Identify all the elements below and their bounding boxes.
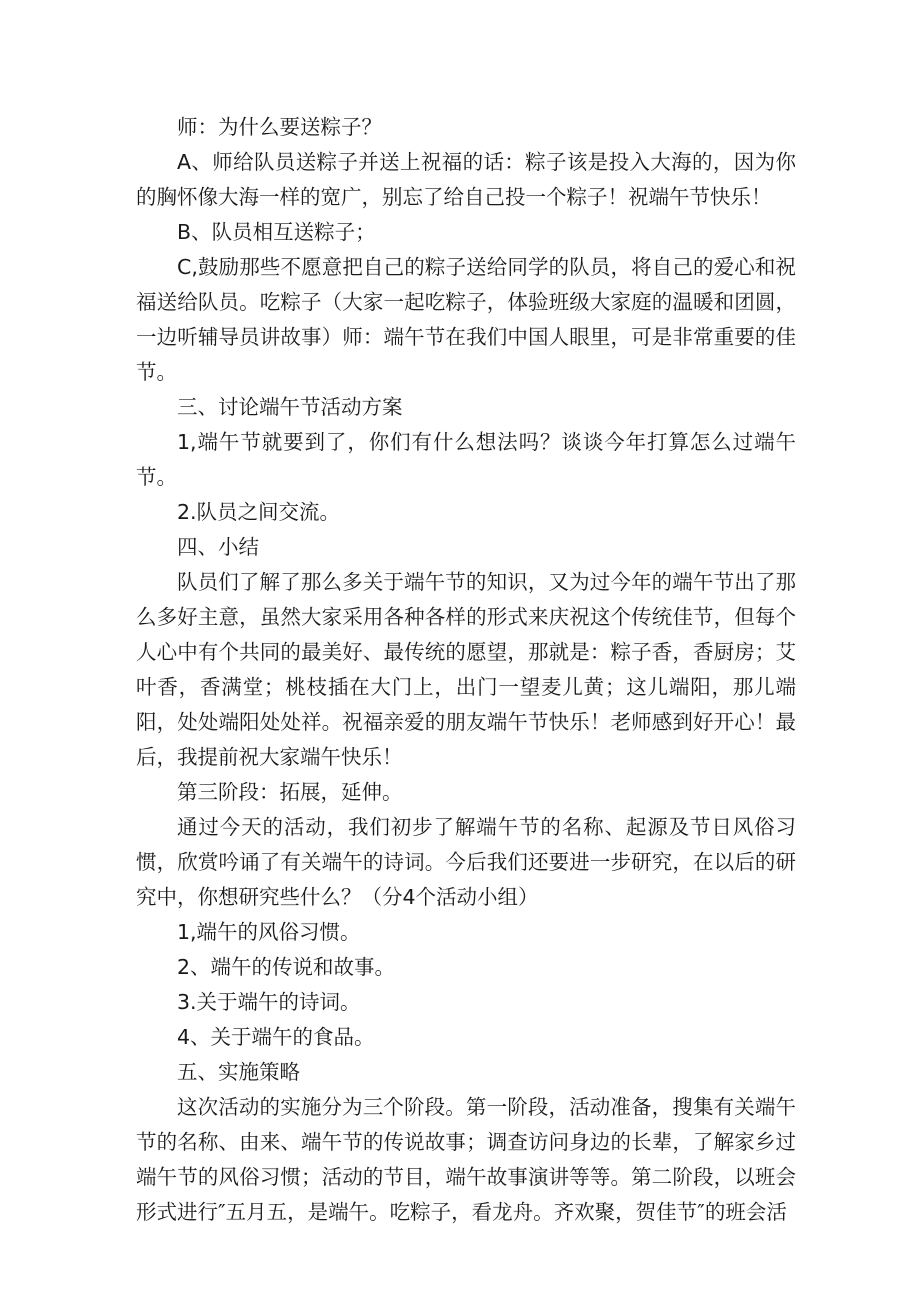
- document-body: [136, 110, 796, 1230]
- paragraph-strategy: 这次活动的实施分为三个阶段。第一阶段，活动准备，搜集有关端午节的名称、由来、端午节的传说故事；调查访问身边的长辈，了解家乡过端午节的风俗习惯；活动的节目，端午故事演讲等等。第二阶段，以班会形式进行″五月五，是端午。吃粽子，看龙舟。齐欢聚，贺佳节″的班会活: [136, 1095, 796, 1224]
- paragraph-item-b: B、队员相互送粽子；: [177, 220, 376, 244]
- paragraph-item-c: C,鼓励那些不愿意把自己的粽子送给同学的队员，将自己的爱心和祝福送给队员。吃粽子（大家一起吃粽子，体验班级大家庭的温暖和团圆，一边听辅导员讲故事）师：端午节在我们中国人眼里，可是非常重要的佳节。: [136, 255, 796, 384]
- section-heading-strategy: 五、实施策略: [177, 1060, 300, 1084]
- paragraph-item-a: A、师给队员送粽子并送上祝福的话：粽子该是投入大海的，因为你的胸怀像大海一样的宽广，别忘了给自己投一个粽子！祝端午节快乐！: [136, 150, 796, 209]
- list-item: 2.队员之间交流。: [177, 500, 341, 524]
- section-heading-discussion: 三、讨论端午节活动方案: [177, 395, 403, 419]
- list-item: 3.关于端午的诗词。: [177, 990, 361, 1014]
- list-item: 1,端午的风俗习惯。: [177, 920, 361, 944]
- list-item: 4、关于端午的食品。: [177, 1025, 375, 1049]
- section-heading-stage-three: 第三阶段：拓展，延伸。: [177, 780, 403, 804]
- paragraph-question: 师：为什么要送粽子？: [177, 115, 382, 139]
- list-item: 2、端午的传说和故事。: [177, 955, 396, 979]
- section-heading-summary: 四、小结: [177, 535, 259, 559]
- paragraph-summary: 队员们了解了那么多关于端午节的知识，又为过今年的端午节出了那么多好主意，虽然大家采用各种各样的形式来庆祝这个传统佳节，但每个人心中有个共同的最美好、最传统的愿望，那就是：粽子香，香厨房；艾叶香，香满堂；桃枝插在大门上，出门一望麦儿黄；这儿端阳，那儿端阳，处处端阳处处祥。祝福亲爱的朋友端午节快乐！老师感到好开心！最后，我提前祝大家端午快乐！: [136, 570, 796, 769]
- list-item: 1,端午节就要到了，你们有什么想法吗？谈谈今年打算怎么过端午节。: [136, 430, 796, 489]
- paragraph-stage-three: 通过今天的活动，我们初步了解端午节的名称、起源及节日风俗习惯，欣赏吟诵了有关端午的诗词。今后我们还要进一步研究，在以后的研究中，你想研究些什么？（分4个活动小组）: [136, 815, 796, 909]
